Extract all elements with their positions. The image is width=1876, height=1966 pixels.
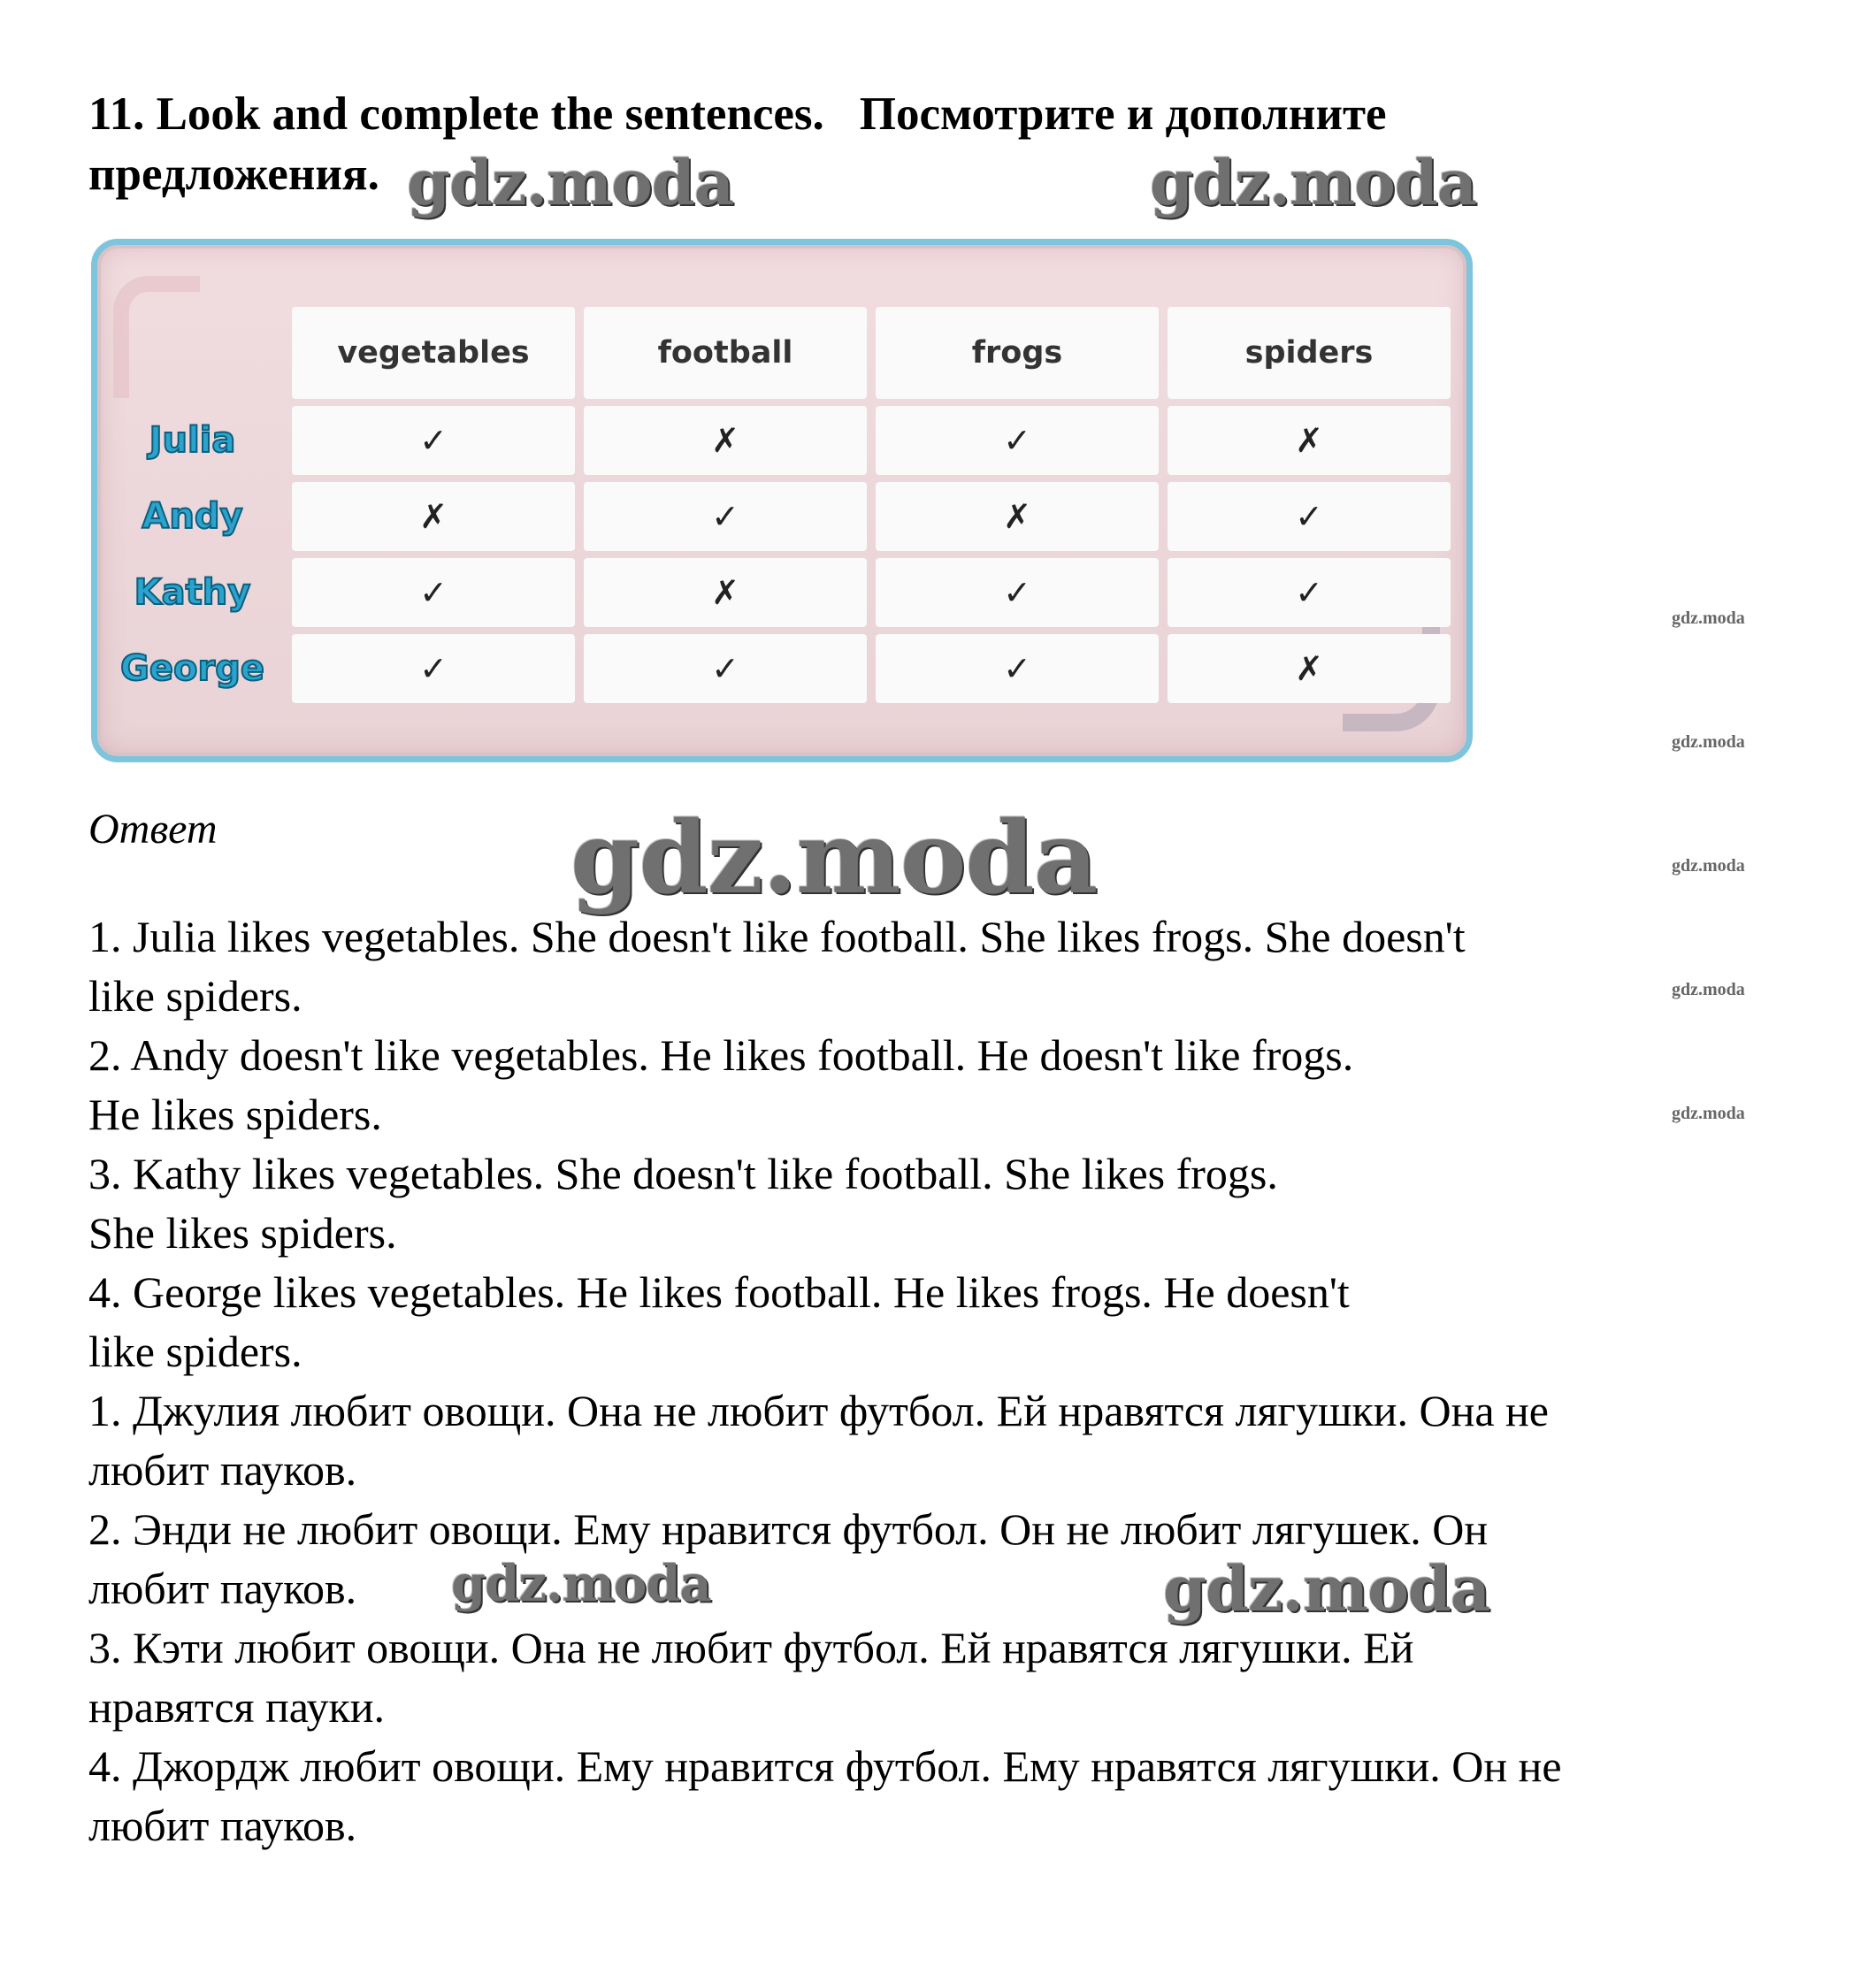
watermark-small: gdz.moda bbox=[1672, 608, 1745, 628]
table-cell bbox=[292, 482, 575, 551]
mark-icon: ✓ bbox=[1295, 573, 1323, 612]
mark-icon: ✗ bbox=[711, 573, 739, 612]
likes-table-card bbox=[91, 239, 1473, 762]
watermark: gdz.moda bbox=[451, 1555, 711, 1613]
task-title-ru: Посмотрите и дополните bbox=[859, 88, 1387, 140]
answer-line: 2. Энди не любит овощи. Ему нравится футбол. Он не любит лягушек. Он bbox=[88, 1504, 1489, 1554]
table-cell bbox=[876, 558, 1159, 627]
task-title-line1 bbox=[88, 84, 1592, 144]
mark-icon: ✗ bbox=[419, 497, 448, 536]
answer-line: любит пауков. bbox=[88, 1801, 357, 1850]
task-title-en: 11. Look and complete the sentences. bbox=[88, 88, 824, 140]
row-name-andy: Andy bbox=[142, 496, 243, 537]
table-cell bbox=[584, 406, 867, 475]
answer-line: любит пауков. bbox=[88, 1564, 357, 1613]
answer-line: 3. Кэти любит овощи. Она не любит футбол. Ей нравятся лягушки. Ей bbox=[88, 1623, 1414, 1672]
watermark: gdz.moda bbox=[1150, 146, 1477, 219]
mark-icon: ✓ bbox=[1295, 497, 1323, 536]
table-cell bbox=[584, 634, 867, 703]
mark-icon: ✓ bbox=[419, 573, 448, 612]
answer-line: He likes spiders. bbox=[88, 1090, 382, 1139]
answer-line: 2. Andy doesn't like vegetables. He likes football. He doesn't like frogs. bbox=[88, 1030, 1354, 1080]
table-cell bbox=[292, 406, 575, 475]
mark-icon: ✓ bbox=[1003, 421, 1031, 460]
mark-icon: ✓ bbox=[711, 497, 739, 536]
answer-line: любит пауков. bbox=[88, 1445, 357, 1495]
answer-line: 4. George likes vegetables. He likes football. He likes frogs. He doesn't bbox=[88, 1267, 1350, 1317]
table-cell bbox=[584, 482, 867, 551]
watermark: gdz.moda bbox=[570, 800, 1098, 916]
table-cell bbox=[876, 406, 1159, 475]
table-cell bbox=[292, 634, 575, 703]
watermark-small: gdz.moda bbox=[1672, 980, 1745, 999]
answer-line: She likes spiders. bbox=[88, 1208, 397, 1258]
row-name-kathy: Kathy bbox=[134, 572, 251, 613]
mark-icon: ✓ bbox=[1003, 573, 1031, 612]
answer-line: 1. Джулия любит овощи. Она не любит футбол. Ей нравятся лягушки. Она не bbox=[88, 1386, 1550, 1435]
mark-icon: ✗ bbox=[711, 421, 739, 460]
mark-icon: ✓ bbox=[711, 649, 739, 688]
column-header-football: football bbox=[584, 307, 867, 399]
row-name-george: George bbox=[120, 648, 264, 689]
table-cell bbox=[584, 558, 867, 627]
watermark-small: gdz.moda bbox=[1672, 1104, 1745, 1123]
mark-icon: ✗ bbox=[1295, 421, 1323, 460]
table-cell bbox=[1168, 558, 1451, 627]
watermark: gdz.moda bbox=[1163, 1552, 1490, 1626]
answer-line: 4. Джордж любит овощи. Ему нравится футбол. Ему нравятся лягушки. Он не bbox=[88, 1741, 1562, 1791]
task-title-line2: предложения. bbox=[88, 149, 379, 200]
column-header-spiders: spiders bbox=[1168, 307, 1451, 399]
answer-line: 3. Kathy likes vegetables. She doesn't like football. She likes frogs. bbox=[88, 1149, 1278, 1198]
watermark-small: gdz.moda bbox=[1672, 732, 1745, 752]
answer-line: нравятся пауки. bbox=[88, 1682, 386, 1732]
mark-icon: ✗ bbox=[1295, 649, 1323, 688]
likes-table bbox=[292, 307, 1451, 703]
watermark: gdz.moda bbox=[407, 146, 734, 219]
answer-line: like spiders. bbox=[88, 1327, 302, 1376]
table-cell bbox=[1168, 482, 1451, 551]
row-names bbox=[97, 307, 287, 710]
answer-text bbox=[88, 907, 1822, 1855]
mark-icon: ✓ bbox=[419, 421, 448, 460]
mark-icon: ✓ bbox=[419, 649, 448, 688]
column-header-frogs: frogs bbox=[876, 307, 1159, 399]
answer-label: Ответ bbox=[88, 806, 218, 853]
answer-line: 1. Julia likes vegetables. She doesn't like football. She likes frogs. She doesn't bbox=[88, 912, 1466, 961]
table-cell bbox=[876, 634, 1159, 703]
table-cell bbox=[876, 482, 1159, 551]
table-cell bbox=[1168, 406, 1451, 475]
column-header-vegetables: vegetables bbox=[292, 307, 575, 399]
table-cell bbox=[292, 558, 575, 627]
row-name-julia: Julia bbox=[149, 420, 236, 461]
mark-icon: ✓ bbox=[1003, 649, 1031, 688]
table-cell bbox=[1168, 634, 1451, 703]
answer-line: like spiders. bbox=[88, 971, 302, 1021]
watermark-small: gdz.moda bbox=[1672, 856, 1745, 876]
mark-icon: ✗ bbox=[1003, 497, 1031, 536]
